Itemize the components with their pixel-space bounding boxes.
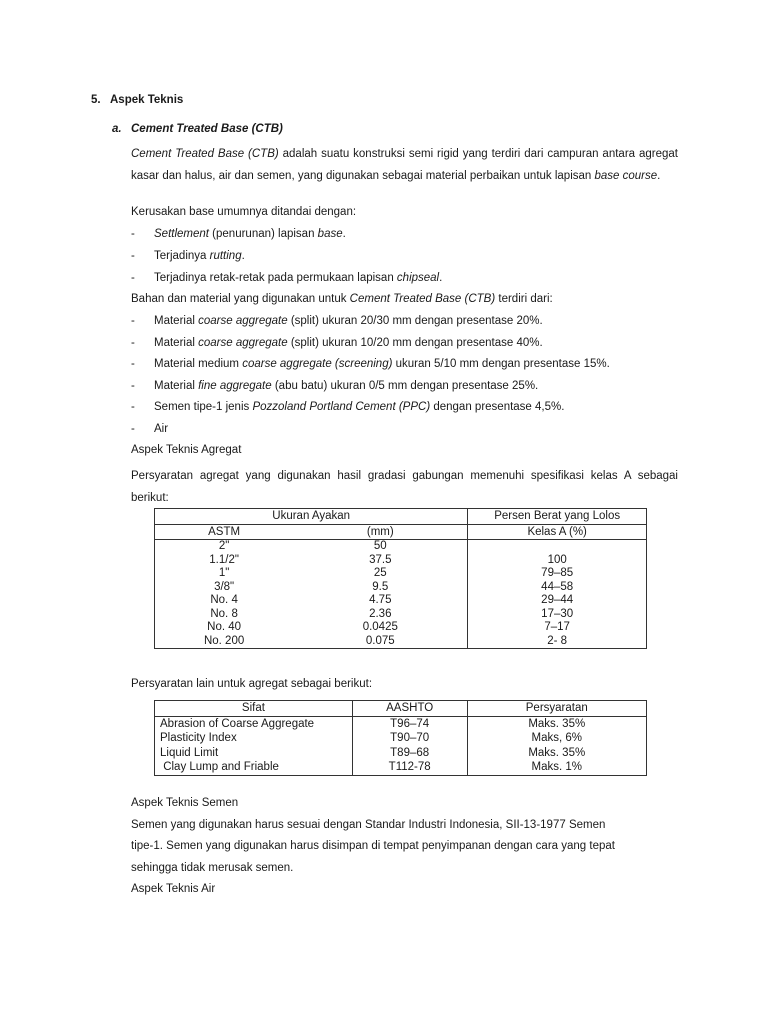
cell-mm: 37.5 <box>293 554 468 568</box>
cell-astm: No. 200 <box>155 635 294 649</box>
cell-mm: 4.75 <box>293 594 468 608</box>
dash-bullet: - <box>131 272 135 284</box>
table-header-row <box>155 701 647 717</box>
intro-text: adalah suatu konstruksi semi rigid yang terdiri dari campuran antara agregat kasar dan halus, air dan semen, yang digunakan sebagai material perbaikan untuk lapisan <box>131 148 678 182</box>
material-item-5-term: Pozzoland Portland Cement (PPC) <box>252 401 431 413</box>
dash-bullet: - <box>131 358 135 370</box>
material-item-5 <box>154 401 564 413</box>
cell-astm: No. 40 <box>155 621 294 635</box>
table-row <box>155 554 647 568</box>
material-item-6-text: Air <box>154 423 169 435</box>
other-heading: Persyaratan lain untuk agregat sebagai berikut: <box>131 678 373 690</box>
cell-sifat: Clay Lump and Friable <box>155 760 353 775</box>
cell-aashto: T96–74 <box>352 716 467 731</box>
table-row <box>155 540 647 554</box>
material-item-3-end: ukuran 5/10 mm dengan presentase 15%. <box>392 358 610 370</box>
air-heading: Aspek Teknis Air <box>131 883 216 895</box>
intro-end: . <box>657 170 661 182</box>
material-item-6 <box>154 423 168 435</box>
cell-mm: 0.075 <box>293 635 468 649</box>
dash-bullet: - <box>131 250 135 262</box>
damage-item-3-term: chipseal <box>396 272 440 284</box>
cell-mm: 2.36 <box>293 608 468 622</box>
damage-item-3-text: Terjadinya retak-retak pada permukaan lapisan <box>154 272 397 284</box>
cell-kelas: 44–58 <box>468 581 647 595</box>
header-aashto: AASHTO <box>352 701 467 717</box>
table-row <box>155 746 647 761</box>
cell-sifat: Liquid Limit <box>155 746 353 761</box>
cell-mm: 50 <box>293 540 468 554</box>
table-row <box>155 594 647 608</box>
cell-kelas: 7–17 <box>468 621 647 635</box>
dash-bullet: - <box>131 380 135 392</box>
cell-aashto: T89–68 <box>352 746 467 761</box>
material-item-5-text: Semen tipe-1 jenis <box>154 401 253 413</box>
cell-persyaratan: Maks. 1% <box>467 760 646 775</box>
cell-sifat: Plasticity Index <box>155 731 353 746</box>
cell-mm: 9.5 <box>293 581 468 595</box>
table-header-row <box>155 509 647 525</box>
damage-item-1-end: . <box>342 228 346 240</box>
cell-sifat: Abrasion of Coarse Aggregate <box>155 716 353 731</box>
table-row <box>155 635 647 649</box>
cell-persyaratan: Maks, 6% <box>467 731 646 746</box>
damage-item-2-text: Terjadinya <box>154 250 210 262</box>
section-number: 5. <box>91 94 101 106</box>
cell-persyaratan: Maks. 35% <box>467 716 646 731</box>
materials-heading-end: terdiri dari: <box>495 293 553 305</box>
section-title: Aspek Teknis <box>110 94 184 106</box>
table-row <box>155 731 647 746</box>
header-persyaratan: Persyaratan <box>467 701 646 717</box>
table-row <box>155 760 647 775</box>
dash-bullet: - <box>131 228 135 240</box>
material-item-1-text: Material <box>154 315 199 327</box>
property-table <box>154 700 647 776</box>
material-item-3-term: coarse aggregate (screening) <box>242 358 393 370</box>
materials-heading-text: Bahan dan material yang digunakan untuk <box>131 293 350 305</box>
material-item-1-end: (split) ukuran 20/30 mm dengan presentase 20%. <box>287 315 543 327</box>
damage-item-1 <box>154 228 346 240</box>
agregat-paragraph: Persyaratan agregat yang digunakan hasil gradasi gabungan memenuhi spesifikasi kelas A sebagai berikut: <box>131 470 678 504</box>
damage-heading: Kerusakan base umumnya ditandai dengan: <box>131 206 357 218</box>
agregat-heading: Aspek Teknis Agregat <box>131 444 242 456</box>
material-item-2-text: Material <box>154 337 199 349</box>
semen-heading: Aspek Teknis Semen <box>131 797 239 809</box>
material-item-3-text: Material medium <box>154 358 243 370</box>
subsection-letter: a. <box>112 123 122 135</box>
material-item-4-term: fine aggregate <box>198 380 272 392</box>
cell-astm: No. 4 <box>155 594 294 608</box>
damage-item-2-end: . <box>241 250 245 262</box>
damage-item-2-term: rutting <box>209 250 242 262</box>
header-sifat: Sifat <box>155 701 353 717</box>
semen-line-3: sehingga tidak merusak semen. <box>131 862 294 874</box>
materials-heading-term: Cement Treated Base (CTB) <box>349 293 496 305</box>
header-astm: ASTM <box>155 525 294 540</box>
damage-item-3 <box>154 272 442 284</box>
cell-kelas: 79–85 <box>468 567 647 581</box>
table-row <box>155 621 647 635</box>
material-item-2-end: (split) ukuran 10/20 mm dengan presentase 40%. <box>287 337 543 349</box>
cell-aashto: T112-78 <box>352 760 467 775</box>
dash-bullet: - <box>131 401 135 413</box>
damage-item-2 <box>154 250 245 262</box>
cell-astm: 1.1/2" <box>155 554 294 568</box>
header-ukuran-ayakan: Ukuran Ayakan <box>155 509 468 525</box>
cell-astm: No. 8 <box>155 608 294 622</box>
cell-astm: 3/8" <box>155 581 294 595</box>
semen-line-1: Semen yang digunakan harus sesuai dengan Standar Industri Indonesia, SII-13-1977 Semen <box>131 819 606 831</box>
material-item-4 <box>154 380 538 392</box>
cell-kelas <box>468 540 647 554</box>
table-subheader-row <box>155 525 647 540</box>
material-item-1 <box>154 315 543 327</box>
cell-kelas: 17–30 <box>468 608 647 622</box>
material-item-4-end: (abu batu) ukuran 0/5 mm dengan presentase 25%. <box>271 380 539 392</box>
semen-line-2: tipe-1. Semen yang digunakan harus disimpan di tempat penyimpanan dengan cara yang tepat <box>131 840 615 852</box>
gradation-table <box>154 508 647 649</box>
table-row <box>155 581 647 595</box>
table-row <box>155 716 647 731</box>
damage-item-1-text: (penurunan) lapisan <box>208 228 318 240</box>
header-mm: (mm) <box>293 525 468 540</box>
table-row <box>155 567 647 581</box>
cell-kelas: 29–44 <box>468 594 647 608</box>
header-persen-berat: Persen Berat yang Lolos <box>468 509 647 525</box>
dash-bullet: - <box>131 337 135 349</box>
cell-astm: 2" <box>155 540 294 554</box>
intro-term: Cement Treated Base (CTB) <box>131 148 279 160</box>
cell-kelas: 100 <box>468 554 647 568</box>
subsection-title: Cement Treated Base (CTB) <box>131 123 283 135</box>
material-item-3 <box>154 358 610 370</box>
cell-mm: 25 <box>293 567 468 581</box>
intro-term2: base course <box>594 170 658 182</box>
material-item-5-end: dengan presentase 4,5%. <box>430 401 565 413</box>
materials-heading <box>131 293 553 305</box>
material-item-2 <box>154 337 543 349</box>
cell-astm: 1" <box>155 567 294 581</box>
cell-kelas: 2- 8 <box>468 635 647 649</box>
material-item-4-text: Material <box>154 380 199 392</box>
damage-item-3-end: . <box>439 272 443 284</box>
damage-item-1-term2: base <box>317 228 343 240</box>
intro-paragraph <box>131 143 678 187</box>
dash-bullet: - <box>131 315 135 327</box>
cell-persyaratan: Maks. 35% <box>467 746 646 761</box>
header-kelas-a: Kelas A (%) <box>468 525 647 540</box>
dash-bullet: - <box>131 423 135 435</box>
cell-aashto: T90–70 <box>352 731 467 746</box>
table-row <box>155 608 647 622</box>
material-item-2-term: coarse aggregate <box>198 337 288 349</box>
damage-item-1-term: Settlement <box>154 228 209 240</box>
cell-mm: 0.0425 <box>293 621 468 635</box>
material-item-1-term: coarse aggregate <box>198 315 288 327</box>
